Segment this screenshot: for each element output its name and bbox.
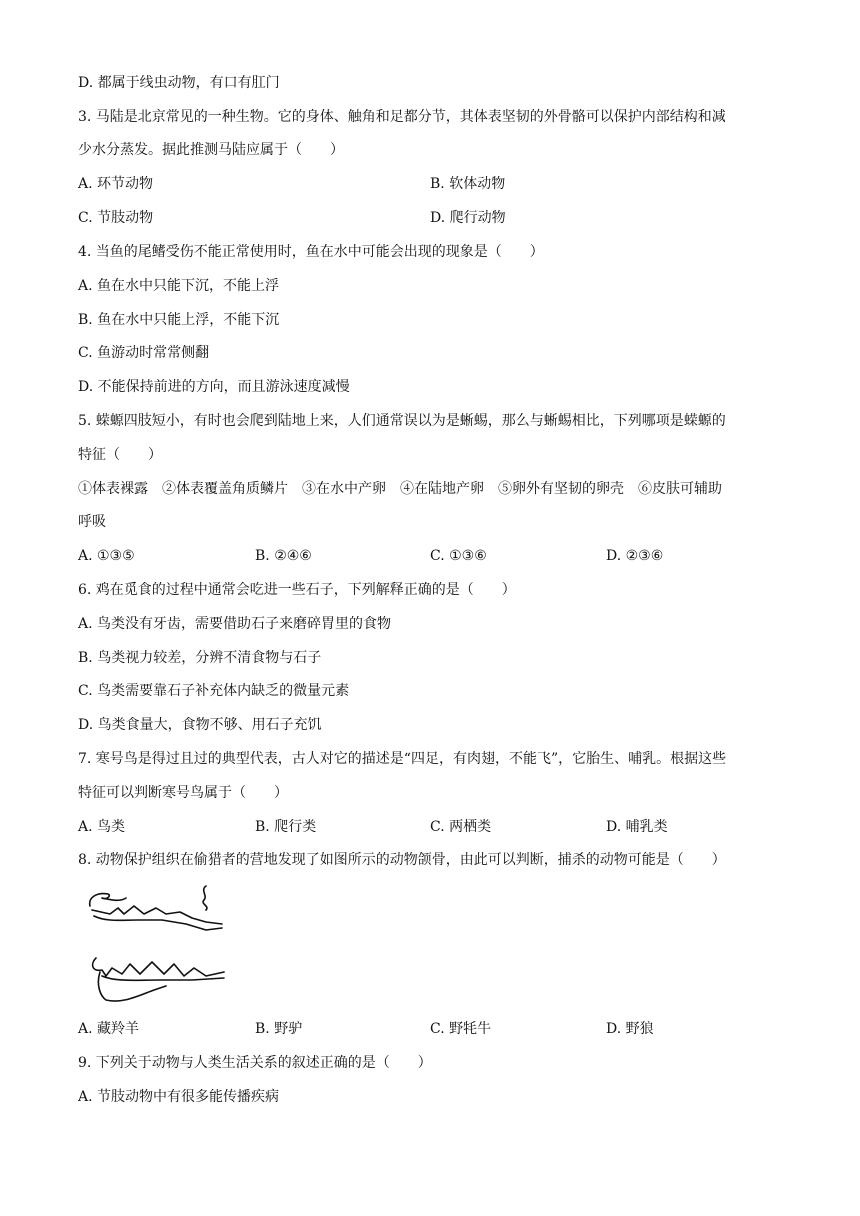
q8-stem: 8. 动物保护组织在偷猎者的营地发现了如图所示的动物颌骨，由此可以判断，捕杀的动物可能是（ ） [78, 852, 726, 868]
upper-jaw-outline [90, 886, 222, 930]
q7-option-a: A. 鸟类 [78, 819, 126, 835]
q5-stem-line2: 特征（ ） [78, 447, 162, 463]
q4-option-b: B. 鱼在水中只能上浮，不能下沉 [78, 312, 280, 328]
q3-option-a: A. 环节动物 [78, 176, 154, 192]
q7-stem-line2: 特征可以判断寒号鸟属于（ ） [78, 785, 288, 801]
q8-option-d: D. 野狼 [606, 1021, 654, 1037]
q5-stem-line1: 5. 蝾螈四肢短小，有时也会爬到陆地上来，人们通常误以为是蜥蜴，那么与蜥蜴相比，下列哪项是蝾螈的 [78, 413, 726, 429]
q6-option-b: B. 鸟类视力较差，分辨不清食物与石子 [78, 650, 322, 666]
q5-items-line1: ①体表裸露 ②体表覆盖角质鳞片 ③在水中产卵 ④在陆地产卵 ⑤卵外有坚韧的卵壳 ⑥皮肤可辅助 [78, 481, 722, 497]
q4-stem: 4. 当鱼的尾鳍受伤不能正常使用时，鱼在水中可能会出现的现象是（ ） [78, 244, 544, 260]
q2-option-d: D. 都属于线虫动物，有口有肛门 [78, 75, 280, 91]
q3-stem-line2: 少水分蒸发。据此推测马陆应属于（ ） [78, 142, 344, 158]
q3-stem-line1: 3. 马陆是北京常见的一种生物。它的身体、触角和足都分节，其体表坚韧的外骨骼可以保护内部结构和减 [78, 109, 726, 125]
q8-option-b: B. 野驴 [255, 1021, 303, 1037]
q5-option-b: B. ②④⑥ [255, 548, 312, 564]
q5-option-c: C. ①③⑥ [430, 548, 487, 564]
jaw-bone-figure [82, 876, 242, 1006]
q7-option-b: B. 爬行类 [255, 819, 317, 835]
q9-stem: 9. 下列关于动物与人类生活关系的叙述正确的是（ ） [78, 1055, 432, 1071]
lower-jaw-outline [93, 958, 224, 1001]
q7-stem-line1: 7. 寒号鸟是得过且过的典型代表，古人对它的描述是“四足，有肉翅，不能飞”，它胎生、哺乳。根据这些 [78, 751, 727, 767]
q3-option-c: C. 节肢动物 [78, 210, 154, 226]
q6-option-a: A. 鸟类没有牙齿，需要借助石子来磨碎胃里的食物 [78, 616, 392, 632]
q5-items-line2: 呼吸 [78, 514, 106, 530]
q9-option-a: A. 节肢动物中有很多能传播疾病 [78, 1089, 280, 1105]
q5-option-a: A. ①③⑤ [78, 548, 135, 564]
q7-option-c: C. 两栖类 [430, 819, 492, 835]
q3-option-d: D. 爬行动物 [430, 210, 506, 226]
q3-option-b: B. 软体动物 [430, 176, 506, 192]
q4-option-d: D. 不能保持前进的方向，而且游泳速度减慢 [78, 379, 350, 395]
q6-option-c: C. 鸟类需要靠石子补充体内缺乏的微量元素 [78, 683, 350, 699]
q6-stem: 6. 鸡在觅食的过程中通常会吃进一些石子，下列解释正确的是（ ） [78, 582, 516, 598]
q5-option-d: D. ②③⑥ [606, 548, 664, 564]
q7-option-d: D. 哺乳类 [606, 819, 668, 835]
q4-option-a: A. 鱼在水中只能下沉，不能上浮 [78, 278, 280, 294]
q6-option-d: D. 鸟类食量大，食物不够、用石子充饥 [78, 717, 322, 733]
q8-option-c: C. 野牦牛 [430, 1021, 492, 1037]
q8-option-a: A. 藏羚羊 [78, 1021, 140, 1037]
q4-option-c: C. 鱼游动时常常侧翻 [78, 345, 210, 361]
